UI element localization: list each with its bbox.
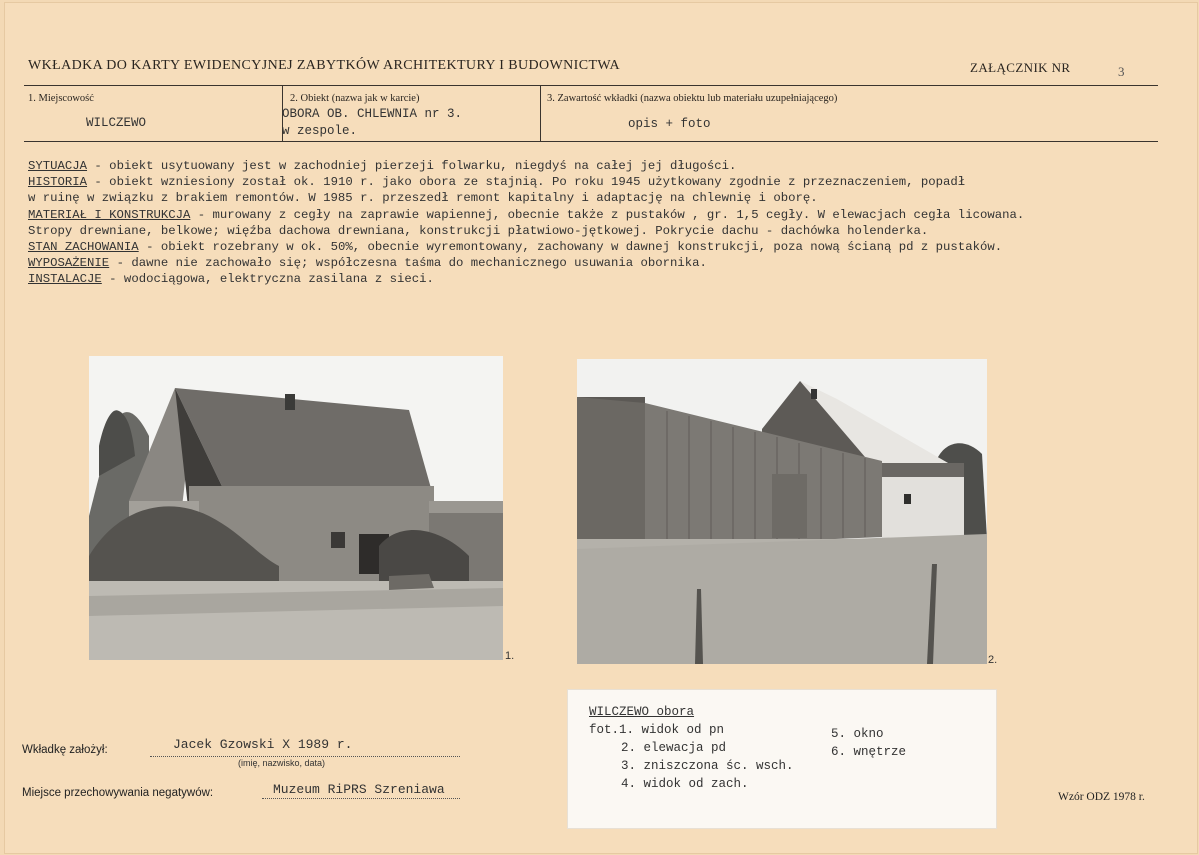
locality-value: WILCZEWO — [86, 116, 147, 130]
description-text: w ruinę w związku z brakiem remontów. W 1985 r. przeszedł remont kapitalny i adaptację na chlewnię i oborę. — [28, 191, 818, 206]
description-text: - wodociągowa, elektryczna zasilana z sieci. — [101, 272, 434, 287]
template-label: Wzór ODZ 1978 r. — [1058, 791, 1145, 803]
founder-dotted-line — [150, 756, 460, 757]
photo-1-number: 1. — [505, 650, 515, 662]
description-text: - dawne nie zachowało się; współczesna taśma do mechanicznego usuwania obornika. — [109, 256, 707, 271]
object-label: 2. Obiekt (nazwa jak w karcie) — [290, 93, 420, 104]
description-heading: HISTORIA — [28, 175, 88, 190]
content-label: 3. Zawartość wkładki (nazwa obiektu lub materiału uzupełniającego) — [547, 93, 838, 104]
annex-label: ZAŁĄCZNIK NR — [970, 60, 1071, 75]
legend-item: 4. widok od zach. — [621, 777, 749, 791]
description-text: - obiekt usytuowany jest w zachodniej pierzeji folwarku, niegdyś na całej jej długości. — [87, 159, 737, 173]
legend-item: 5. okno — [831, 727, 884, 741]
description-heading: WYPOSAŻENIE — [28, 256, 110, 271]
header-bottom-rule — [24, 141, 1158, 142]
description-line — [28, 158, 1168, 174]
description-block — [28, 158, 1168, 288]
legend-item: 3. zniszczona śc. wsch. — [621, 759, 794, 773]
description-text: Stropy drewniane, belkowe; więźba dachowa drewniana, konstrukcji płatwiowo-jętkowej. Pokrycie dachu - dachówka holenderka. — [28, 223, 929, 238]
object-value-line1: OBORA OB. CHLEWNIA nr 3. — [282, 107, 463, 121]
description-line — [28, 207, 1168, 223]
storage-label: Miejsce przechowywania negatywów: — [22, 787, 214, 799]
description-line — [28, 255, 1168, 271]
legend-item: 2. elewacja pd — [621, 741, 727, 755]
description-text: - obiekt rozebrany w ok. 50%, obecnie wyremontowany, zachowany w dawnej konstrukcji, poza nową ścianą pd z pustaków. — [138, 240, 1003, 255]
legend-item: fot.1. widok od pn — [589, 723, 725, 737]
founder-label: Wkładkę założył: — [22, 744, 108, 756]
founder-value: Jacek Gzowski X 1989 r. — [173, 737, 353, 752]
object-value-line2: w zespole. — [282, 124, 358, 138]
locality-label: 1. Miejscowość — [28, 93, 94, 104]
description-line — [28, 223, 1168, 239]
description-heading: SYTUACJA — [28, 159, 88, 173]
content-value: opis + foto — [628, 117, 711, 131]
description-heading: MATERIAŁ I KONSTRUKCJA — [28, 207, 191, 222]
description-heading: STAN ZACHOWANIA — [28, 240, 139, 255]
photo-2 — [577, 359, 987, 664]
storage-value: Muzeum RiPRS Szreniawa — [273, 782, 445, 797]
description-text: - obiekt wzniesiony został ok. 1910 r. jako obora ze stajnią. Po roku 1945 użytkowany zgodnie z przeznaczeniem, popadł — [87, 175, 966, 190]
photo-legend — [567, 689, 997, 829]
annex-number: 3 — [1118, 64, 1125, 79]
description-text: - murowany z cegły na zaprawie wapiennej, obecnie także z pustaków , gr. 1,5 cegły. W elewacjach cegła licowana. — [190, 207, 1025, 222]
description-line — [28, 174, 1168, 190]
storage-dotted-line — [262, 798, 460, 799]
photo-2-number: 2. — [988, 654, 998, 666]
card-title: WKŁADKA DO KARTY EWIDENCYJNEJ ZABYTKÓW ARCHITEKTURY I BUDOWNICTWA — [28, 58, 620, 73]
legend-item: 6. wnętrze — [831, 745, 907, 759]
description-line — [28, 239, 1168, 255]
description-heading: INSTALACJE — [28, 272, 102, 287]
founder-hint: (imię, nazwisko, data) — [238, 758, 326, 768]
header-top-rule — [24, 85, 1158, 86]
description-line — [28, 271, 1168, 287]
description-line — [28, 190, 1168, 206]
field-divider — [540, 86, 541, 142]
legend-title: WILCZEWO obora — [589, 705, 695, 719]
photo-1 — [89, 356, 503, 660]
